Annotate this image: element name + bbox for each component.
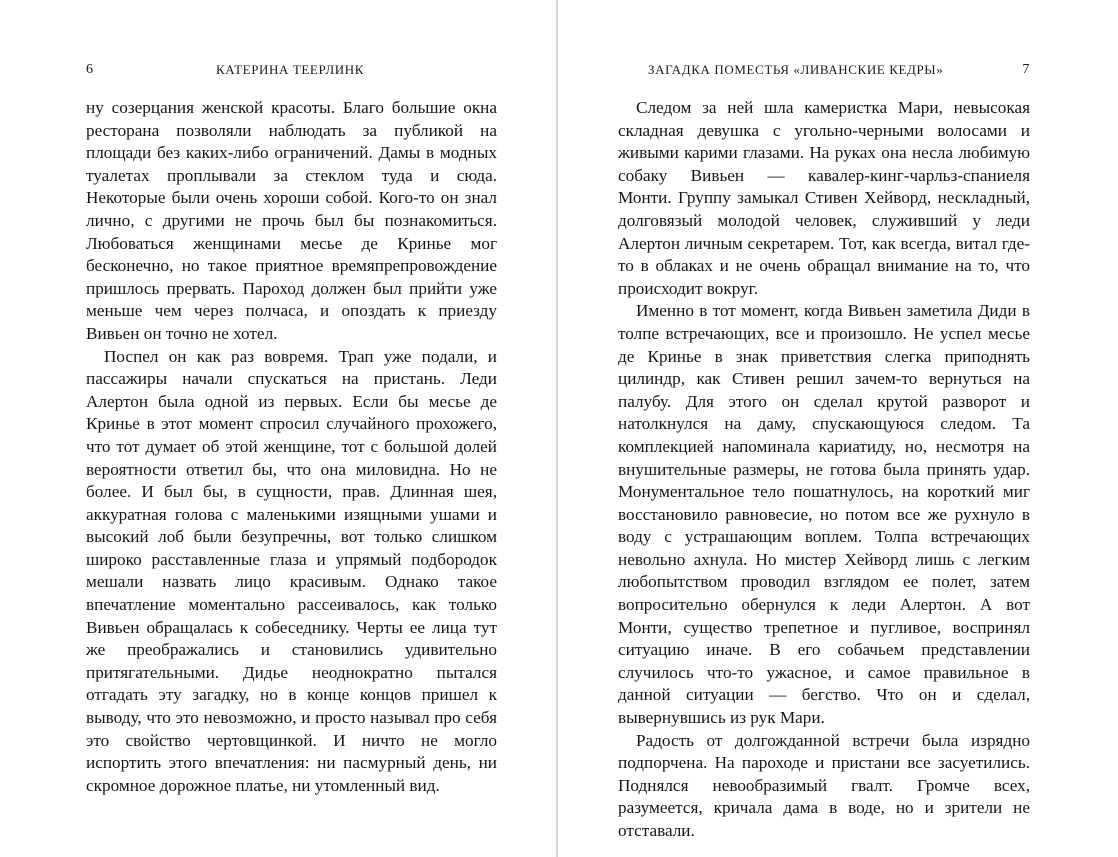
left-running-head	[86, 62, 498, 82]
right-page	[558, 0, 1118, 857]
paragraph: ну созерцания женской красоты. Благо большие окна ресторана позволяли наблюдать за публикой на площади без каких-либо ограничений. Дамы в модных туалетах проплывали за стеклом туда и сюда. Некоторые были очень хороши собой. Кого-то он знал лично, с другими не прочь был бы познакомиться. Любоваться женщинами месье де Криньe мог бесконечно, но такое приятное времяпрепровождение пришлось прервать. Пароход должен был прийти уже меньше чем через полчаса, и опоздать к приезду Вивьен он точно не хотел.	[86, 98, 497, 343]
paragraph: Именно в тот момент, когда Вивьен заметила Диди в толпе встречающих, все и произошло. Не успел месье де Криньe в знак приветствия слегка приподнять цилиндр, как Стивен решил зачем-то вернуться на палубу. Для этого он сделал крутой разворот и натолкнулся на даму, спускающуюся следом. Та комплекцией напоминала кариатиду, но, несмотря на внушительные размеры, не готова была принять удар. Монументальное тело пошатнулось, на короткий миг восстановило равновесие, но потом все же рухнуло в воду с устрашающим воплем. Толпа встречающих невольно ахнула. Но мистер Хейворд лишь с легким любопытством проводил взглядом ее полет, затем вопросительно обернулся к леди Алертон. А вот Монти, существо трепетное и пугливое, воспринял ситуацию иначе. В его собачьем представлении случилось что-то ужасное, и самое правильное в данной ситуации — бегство. Что он и сделал, вывернувшись из рук Мари.	[618, 301, 1030, 728]
right-body-text	[618, 97, 1030, 843]
paragraph: Поспел он как раз вовремя. Трап уже подали, и пассажиры начали спускаться на пристань. Леди Алертон была одной из первых. Если бы месье де Криньe в этот момент спросил случайного прохожего, что тот думает об этой женщине, тот с большой долей вероятности ответил бы, что она миловидна. Но не более. И был бы, в сущности, прав. Длинная шея, аккуратная голова с маленькими изящными ушами и высокий лоб были безупречны, вот только слишком широко расставленные глаза и упрямый подбородок мешали назвать лицо красивым. Однако такое впечатление моментально рассеивалось, как только Вивьен обращалась к собеседнику. Черты ее лица тут же преображались и становились удивительно притягательными. Дидье неоднократно пытался отгадать эту загадку, но в конце концов пришел к выводу, что это невозможно, и просто называл про себя это свойство чертовщинкой. И ничто не могло испортить этого впечатления: ни пасмурный день, ни скромное дорожное платье, ни утомленный вид.	[86, 346, 497, 795]
paragraph: Радость от долгожданной встречи была изрядно подпорчена. На пароходе и пристани все засуетились. Поднялся невообразимый гвалт. Громче всех, разумеется, кричала дама в воде, но и зрители не отставали.	[618, 730, 1030, 840]
book-title-header: ЗАГАДКА ПОМЕСТЬЯ «ЛИВАНСКИЕ КЕДРЫ»	[648, 62, 944, 77]
left-body-text	[86, 97, 497, 797]
left-page	[0, 0, 556, 857]
paragraph: Следом за ней шла камеристка Мари, невысокая складная девушка с угольно-черными волосами и живыми карими глазами. На руках она несла любимую собаку Вивьен — кавалер-кинг-чарльз-спаниеля Монти. Группу замыкал Стивен Хейворд, нескладный, долговязый молодой человек, служивший у леди Алертон личным секретарем. Тот, как всегда, витал где-то в облаках и не очень обращал внимание на то, что происходит вокруг.	[618, 98, 1030, 298]
right-page-number: 7	[1022, 62, 1030, 77]
left-page-number: 6	[86, 62, 94, 77]
author-name-header: КАТЕРИНА ТЕЕРЛИНК	[216, 62, 364, 77]
right-running-head	[648, 62, 1030, 82]
